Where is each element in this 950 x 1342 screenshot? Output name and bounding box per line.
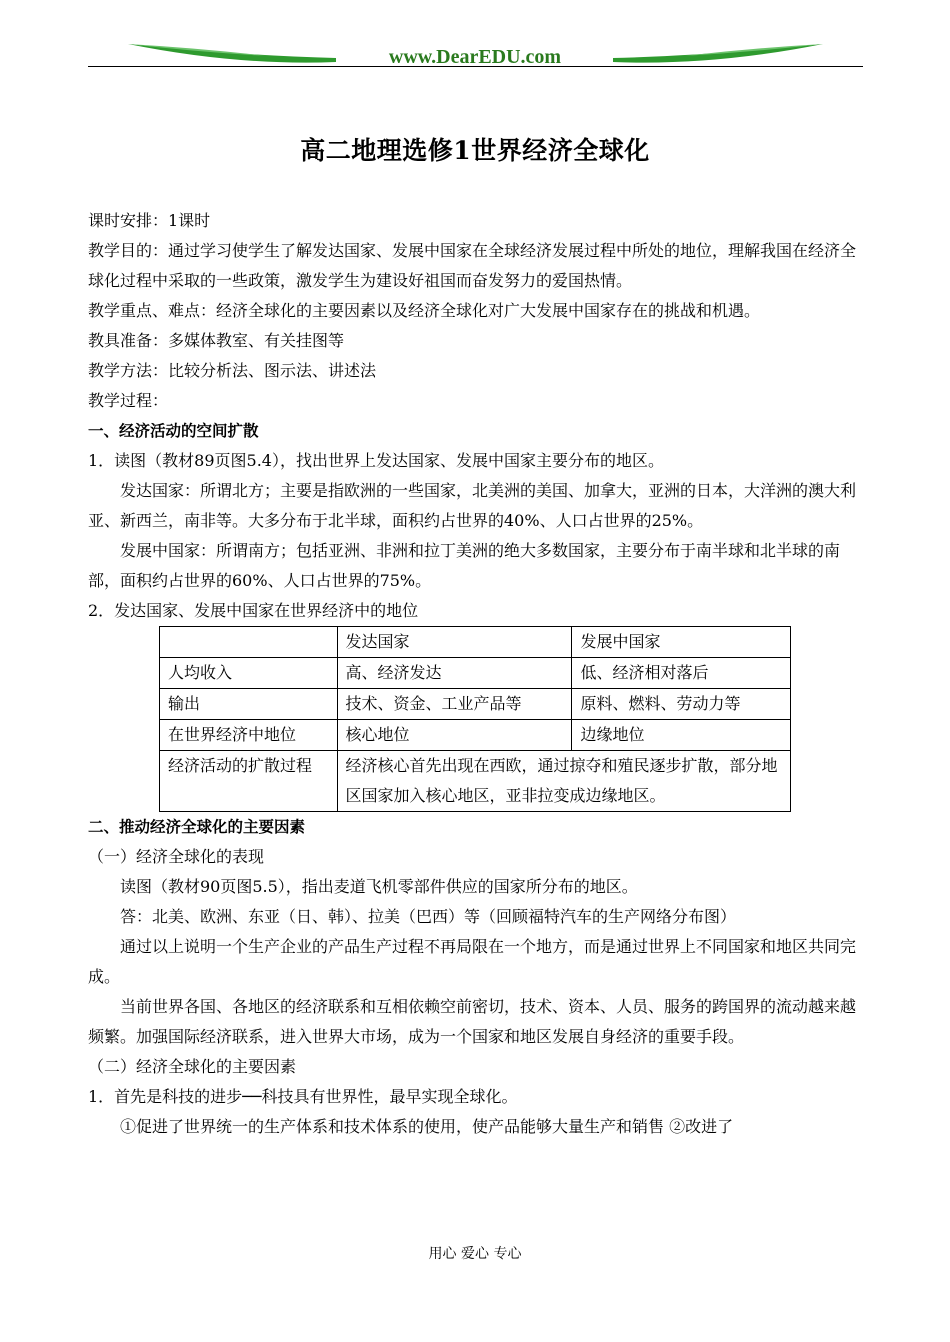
table-header-cell — [160, 627, 338, 658]
document-body — [88, 206, 864, 1142]
body-paragraph: ①促进了世界统一的生产体系和技术体系的使用，使产品能够大量生产和销售 ②改进了 — [120, 1117, 734, 1136]
read-figure-paragraph: 读图（教材90页图5.5），指出麦道飞机零部件供应的国家所分布的地区。 — [120, 877, 638, 896]
subsection-heading-2: （二）经济全球化的主要因素 — [88, 1057, 297, 1076]
class-hours: 课时安排：1课时 — [88, 211, 211, 230]
header-divider — [88, 66, 863, 67]
developing-countries-paragraph: 发展中国家：所谓南方；包括亚洲、非洲和拉丁美洲的绝大多数国家，主要分布于南半球和北半球的南部，面积约占世界的60%、人口占世界的75%。 — [88, 541, 841, 590]
section1-item1: 1．读图（教材89页图5.4），找出世界上发达国家、发展中国家主要分布的地区。 — [88, 451, 664, 470]
teaching-process: 教学过程： — [88, 391, 169, 410]
table-cell: 边缘地位 — [572, 720, 791, 751]
table-row — [160, 751, 791, 812]
header-swoosh-icon — [88, 36, 863, 70]
table-header-cell: 发达国家 — [337, 627, 572, 658]
table-header-cell: 发展中国家 — [572, 627, 791, 658]
table-row — [160, 720, 791, 751]
section-heading-2: 二、推动经济全球化的主要因素 — [88, 818, 306, 836]
subsection-heading-1: （一）经济全球化的表现 — [88, 847, 265, 866]
teaching-methods: 教学方法：比较分析法、图示法、讲述法 — [88, 361, 377, 380]
table-header-row — [160, 627, 791, 658]
teaching-goal: 教学目的：通过学习使学生了解发达国家、发展中国家在全球经济发展过程中所处的地位，理解我国在经济全球化过程中采取的一些政策，激发学生为建设好祖国而奋发努力的爱国热情。 — [88, 241, 857, 290]
page-title: 高二地理选修1世界经济全球化 — [300, 136, 650, 165]
section1-item2: 2．发达国家、发展中国家在世界经济中的地位 — [88, 601, 419, 620]
body-paragraph: 当前世界各国、各地区的经济联系和互相依赖空前密切，技术、资本、人员、服务的跨国界的流动越来越频繁。加强国际经济联系，进入世界大市场，成为一个国家和地区发展自身经济的重要手段。 — [88, 997, 857, 1046]
key-points: 教学重点、难点：经济全球化的主要因素以及经济全球化对广大发展中国家存在的挑战和机遇。 — [88, 301, 761, 320]
table-cell: 经济活动的扩散过程 — [160, 751, 338, 812]
table-cell: 在世界经济中地位 — [160, 720, 338, 751]
table-cell: 低、经济相对落后 — [572, 658, 791, 689]
table-cell: 输出 — [160, 689, 338, 720]
table-row — [160, 658, 791, 689]
answer-paragraph: 答：北美、欧洲、东亚（日、韩）、拉美（巴西）等（回顾福特汽车的生产网络分布图） — [120, 907, 737, 926]
table-cell: 高、经济发达 — [337, 658, 572, 689]
table-cell: 技术、资金、工业产品等 — [337, 689, 572, 720]
site-logo-text[interactable]: www.DearEDU.com — [388, 46, 562, 68]
developed-countries-paragraph: 发达国家：所谓北方；主要是指欧洲的一些国家，北美洲的美国、加拿大，亚洲的日本，大洋洲的澳大利亚、新西兰，南非等。大多分布于北半球，面积约占世界的40%、人口占世界的25%。 — [88, 481, 857, 530]
section-heading-1: 一、经济活动的空间扩散 — [88, 422, 259, 440]
comparison-table — [159, 626, 791, 812]
table-cell: 人均收入 — [160, 658, 338, 689]
section2-item1: 1．首先是科技的进步──科技具有世界性，最早实现全球化。 — [88, 1087, 518, 1106]
table-cell: 原料、燃料、劳动力等 — [572, 689, 791, 720]
page-footer: 用心 爱心 专心 — [428, 1246, 522, 1262]
table-row — [160, 689, 791, 720]
teaching-aids: 教具准备：多媒体教室、有关挂图等 — [88, 331, 345, 350]
site-header-banner — [88, 36, 863, 70]
table-cell: 核心地位 — [337, 720, 572, 751]
table-cell-merged: 经济核心首先出现在西欧，通过掠夺和殖民逐步扩散，部分地区国家加入核心地区，亚非拉变成边缘地区。 — [337, 751, 791, 812]
body-paragraph: 通过以上说明一个生产企业的产品生产过程不再局限在一个地方，而是通过世界上不同国家和地区共同完成。 — [88, 937, 857, 986]
